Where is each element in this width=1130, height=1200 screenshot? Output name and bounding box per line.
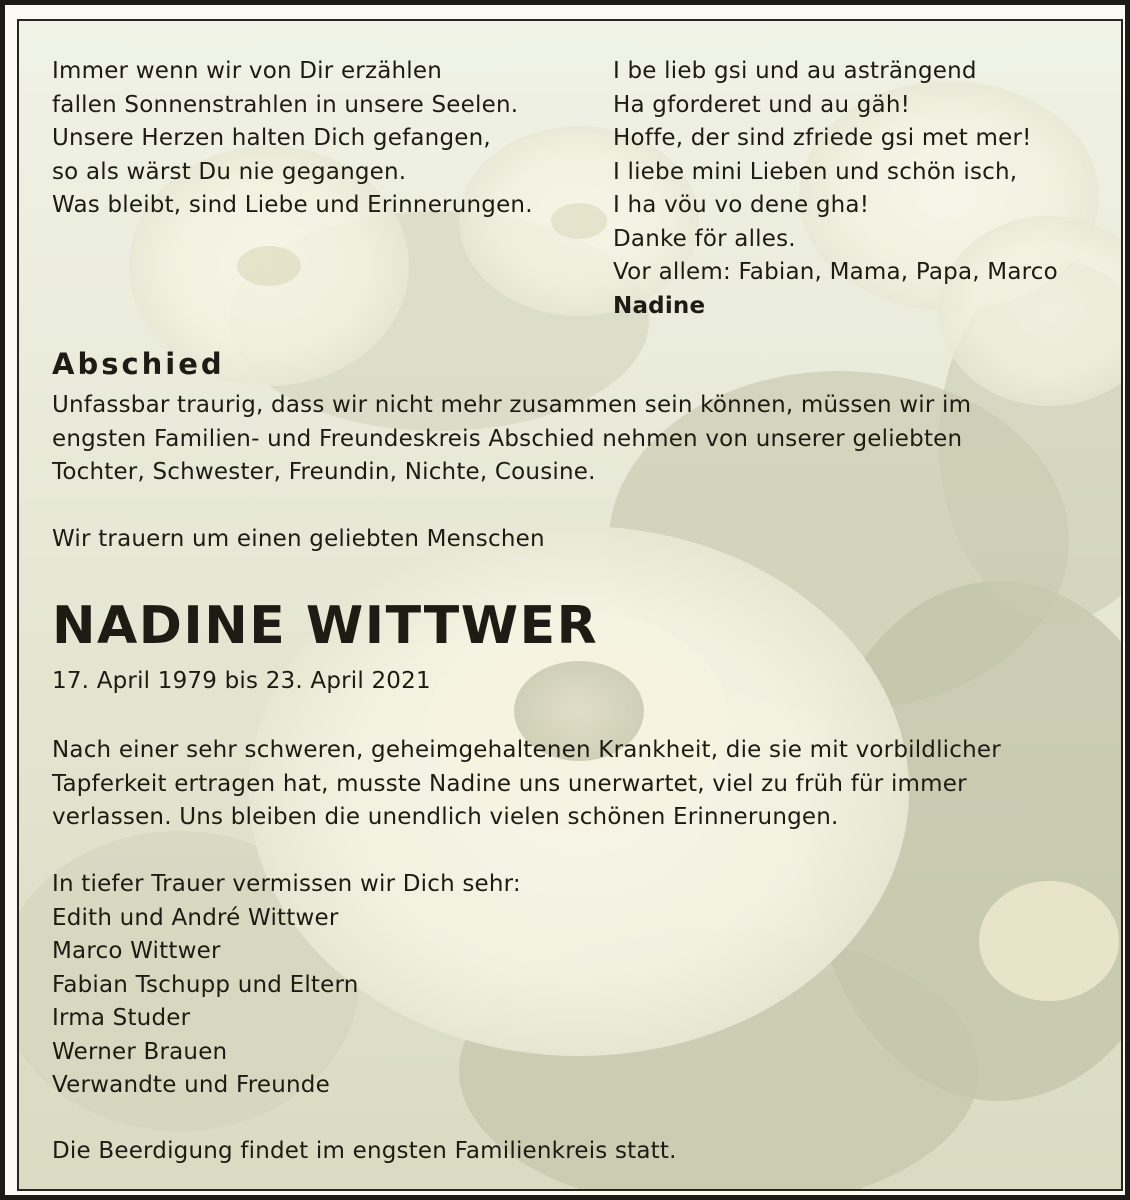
poem-right	[613, 55, 1058, 323]
poem-right-line: I ha vöu vo dene gha!	[613, 192, 870, 218]
poem-right-line: Danke för alles.	[613, 225, 796, 252]
poem-right-line: Ha gforderet und au gäh!	[613, 91, 911, 118]
poem-left-line: fallen Sonnenstrahlen in unsere Seelen.	[52, 91, 519, 118]
poem-left-line: Immer wenn wir von Dir erzählen	[52, 58, 443, 84]
funeral-note: Die Beerdigung findet im engsten Familienkreis statt.	[52, 1138, 677, 1164]
krankheit-line: verlassen. Uns bleiben die unendlich vielen schönen Erinnerungen.	[52, 804, 839, 830]
poem-right-line: I liebe mini Lieben und schön isch,	[613, 158, 1018, 185]
mourner-name: Edith und André Wittwer	[52, 904, 339, 931]
mourner-name: Werner Brauen	[52, 1038, 228, 1065]
abschied-line: Unfassbar traurig, dass wir nicht mehr zusammen sein können, müssen wir im	[52, 392, 972, 418]
mourner-name: Marco Wittwer	[52, 938, 221, 964]
krankheit-line: Tapferkeit ertragen hat, musste Nadine uns unerwartet, viel zu früh für immer	[52, 770, 967, 797]
mourner-name: Irma Studer	[52, 1005, 191, 1031]
poem-right-line: Hoffe, der sind zfriede gsi met mer!	[613, 125, 1032, 151]
section-heading-abschied: Abschied	[52, 347, 225, 381]
life-dates: 17. April 1979 bis 23. April 2021	[52, 668, 431, 694]
inner-frame	[17, 19, 1123, 1191]
mourners-intro: In tiefer Trauer vermissen wir Dich sehr:	[52, 871, 521, 897]
poem-signature: Nadine	[613, 292, 706, 319]
deceased-name: NADINE WITTWER	[52, 596, 599, 656]
obituary-content	[19, 21, 1121, 1189]
mourner-name: Fabian Tschupp und Eltern	[52, 971, 359, 998]
poem-left-line: so als wärst Du nie gegangen.	[52, 158, 407, 185]
krankheit-line: Nach einer sehr schweren, geheimgehaltenen Krankheit, die sie mit vorbildlicher	[52, 737, 1001, 763]
poem-right-line: I be lieb gsi und au asträngend	[613, 58, 977, 84]
poem-right-line: Vor allem: Fabian, Mama, Papa, Marco	[613, 259, 1058, 285]
poem-left-line: Was bleibt, sind Liebe und Erinnerungen.	[52, 192, 533, 218]
poem-left	[52, 55, 533, 223]
poem-left-line: Unsere Herzen halten Dich gefangen,	[52, 125, 491, 151]
abschied-paragraph	[52, 389, 971, 490]
trauer-line: Wir trauern um einen geliebten Menschen	[52, 526, 545, 552]
mourners-list	[52, 868, 521, 1103]
abschied-line: engsten Familien- und Freundeskreis Abschied nehmen von unserer geliebten	[52, 425, 963, 452]
mourner-name: Verwandte und Freunde	[52, 1072, 330, 1098]
abschied-line: Tochter, Schwester, Freundin, Nichte, Cousine.	[52, 459, 596, 485]
krankheit-paragraph	[52, 734, 1001, 835]
